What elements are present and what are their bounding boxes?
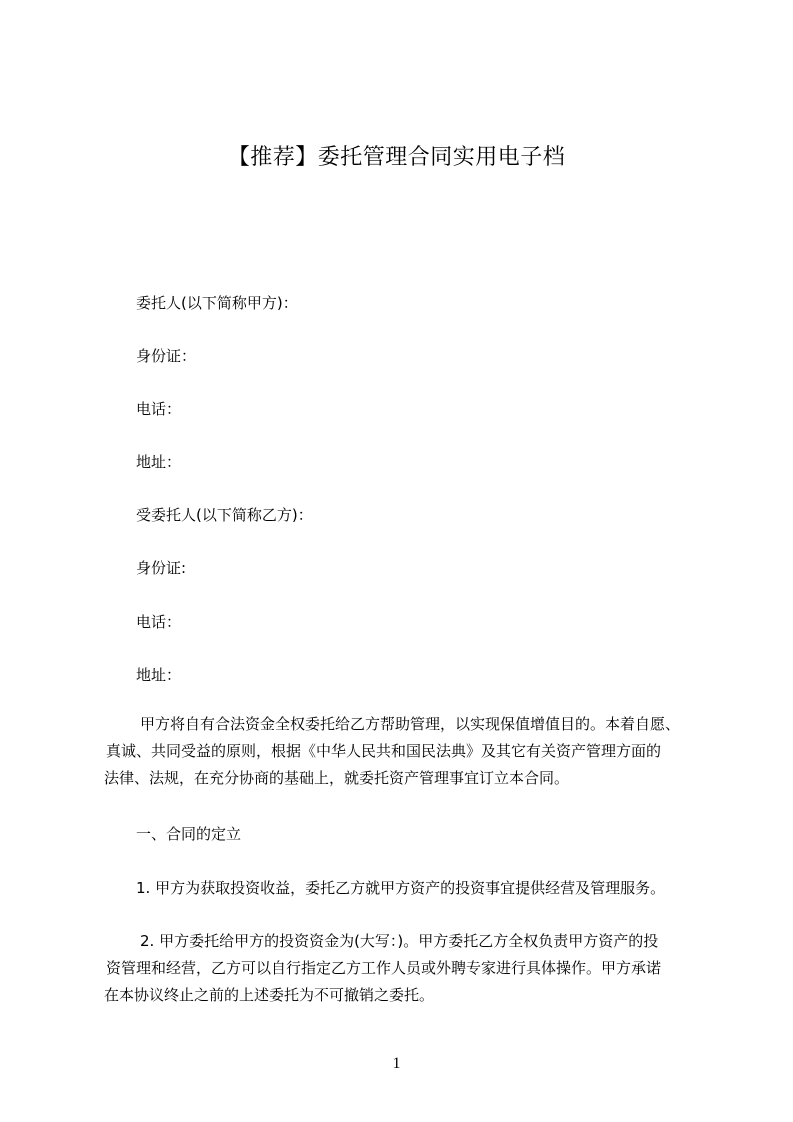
trustee-address-label: 地址： <box>136 666 182 684</box>
page-number: 1 <box>392 1055 401 1072</box>
document-title: 【推荐】委托管理合同实用电子档 <box>227 145 566 170</box>
principal-address-label: 地址： <box>136 453 182 471</box>
section-heading: 一、合同的定立 <box>136 825 242 843</box>
clause-line: 资管理和经营，乙方可以自行指定乙方工作人员或外聘专家进行具体操作。甲方承诺 <box>106 959 662 977</box>
trustee-label: 受委托人(以下简称乙方)： <box>136 506 313 524</box>
trustee-phone-label: 电话： <box>136 613 182 631</box>
intro-paragraph <box>104 711 704 792</box>
principal-phone-label: 电话： <box>136 400 182 418</box>
intro-line: 法律、法规，在充分协商的基础上，就委托资产管理事宜订立本合同。 <box>104 769 570 787</box>
clause-1: 1. 甲方为获取投资收益，委托乙方就甲方资产的投资事宜提供经营及管理服务。 <box>136 879 666 897</box>
clause-2-paragraph <box>104 928 704 1009</box>
intro-line: 真诚、共同受益的原则，根据《中华人民共和国民法典》及其它有关资产管理方面的 <box>106 742 662 760</box>
clause-line: 2. 甲方委托给甲方的投资资金为(大写：)。甲方委托乙方全权负责甲方资产的投 <box>140 932 659 950</box>
principal-id-label: 身份证： <box>136 347 197 365</box>
trustee-id-label: 身份证: <box>136 559 187 577</box>
clause-line: 在本协议终止之前的上述委托为不可撤销之委托。 <box>104 986 435 1004</box>
intro-line: 甲方将自有合法资金全权委托给乙方帮助管理，以实现保值增值目的。本着自愿、 <box>140 715 681 733</box>
principal-label: 委托人(以下简称甲方)： <box>136 294 298 312</box>
